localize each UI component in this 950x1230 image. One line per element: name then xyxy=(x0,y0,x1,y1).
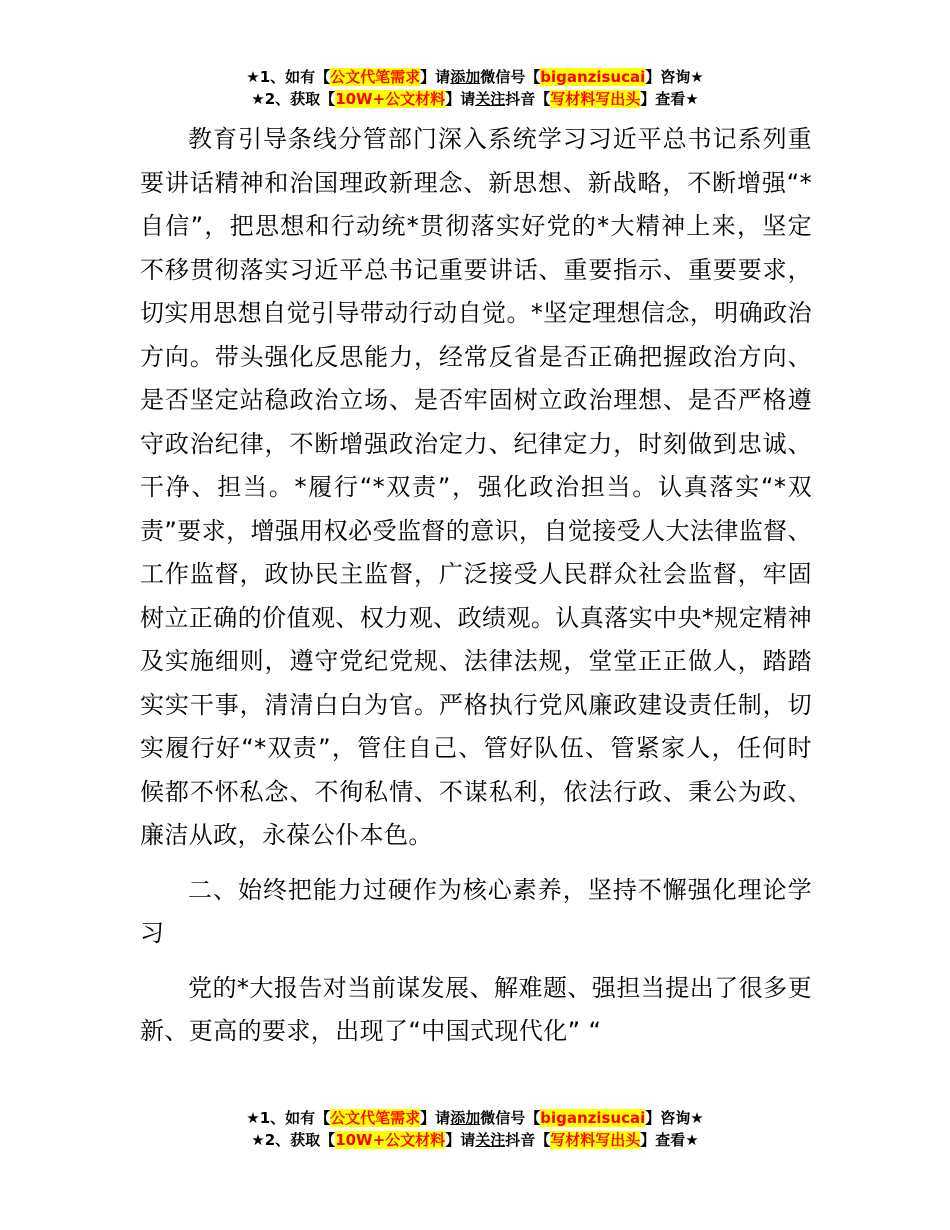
banner-highlight: 10W+公文材料 xyxy=(335,90,446,108)
banner-underlined-text: 添加 xyxy=(450,68,481,86)
banner-highlight: biganzisucai xyxy=(540,1109,646,1127)
footer-banner xyxy=(0,1107,950,1151)
body-paragraph: 教育引导条线分管部门深入系统学习习近平总书记系列重要讲话精神和治国理政新理念、新思想、新战略，不断增强“*自信”，把思想和行动统*贯彻落实好党的*大精神上来，坚定不移贯彻落实习近平总书记重要讲话、重要指示、重要要求，切实用思想自觉引导带动行动自觉。*坚定理想信念，明确政治方向。带头强化反思能力，经常反省是否正确把握政治方向、是否坚定站稳政治立场、是否牢固树立政治理想、是否严格遵守政治纪律，不断增强政治定力、纪律定力，时刻做到忠诚、干净、担当。*履行“*双责”，强化政治担当。认真落实“*双责”要求，增强用权必受监督的意识，自觉接受人大法律监督、工作监督，政协民主监督，广泛接受人民群众社会监督，牢固树立正确的价值观、权力观、政绩观。认真落实中央*规定精神及实施细则，遵守党纪党规、法律法规，堂堂正正做人，踏踏实实干事，清清白白为官。严格执行党风廉政建设责任制，切实履行好“*双责”，管住自己、管好队伍、管紧家人，任何时候都不怀私念、不徇私情、不谋私利，依法行政、秉公为政、廉洁从政，永葆公仆本色。 xyxy=(140,125,812,849)
document-body xyxy=(140,118,812,1054)
banner-underlined-text: 添加 xyxy=(450,1109,481,1127)
banner-text: ★2、获取【 xyxy=(251,90,336,108)
banner-highlight: 10W+公文材料 xyxy=(335,1131,446,1149)
banner-text: ★1、如有【 xyxy=(246,68,331,86)
banner-text: 微信号【 xyxy=(480,1109,541,1127)
banner-text: ★2、获取【 xyxy=(251,1131,336,1149)
banner-text: 】请 xyxy=(420,1109,451,1127)
banner-text: 】咨询★ xyxy=(645,1109,704,1127)
header-banner xyxy=(0,66,950,110)
banner-highlight: 写材料写出头 xyxy=(550,90,641,108)
banner-underlined-text: 关注 xyxy=(475,1131,506,1149)
banner-line-2 xyxy=(0,88,950,110)
banner-text: 】请 xyxy=(445,1131,476,1149)
body-paragraph: 党的*大报告对当前谋发展、解难题、强担当提出了很多更新、更高的要求，出现了“中国式现代化” “ xyxy=(140,973,812,1045)
banner-highlight: 公文代笔需求 xyxy=(330,68,421,86)
banner-text: 】查看★ xyxy=(640,90,699,108)
banner-text: ★1、如有【 xyxy=(246,1109,331,1127)
banner-text: 】请 xyxy=(420,68,451,86)
banner-text: 】查看★ xyxy=(640,1131,699,1149)
section-heading: 二、始终把能力过硬作为核心素养，坚持不懈强化理论学习 xyxy=(140,875,812,947)
banner-line-2 xyxy=(0,1129,950,1151)
banner-text: 微信号【 xyxy=(480,68,541,86)
banner-highlight: biganzisucai xyxy=(540,68,646,86)
banner-line-1 xyxy=(0,1107,950,1129)
banner-highlight: 公文代笔需求 xyxy=(330,1109,421,1127)
banner-text: 抖音【 xyxy=(505,90,551,108)
banner-text: 】咨询★ xyxy=(645,68,704,86)
banner-line-1 xyxy=(0,66,950,88)
banner-highlight: 写材料写出头 xyxy=(550,1131,641,1149)
banner-text: 】请 xyxy=(445,90,476,108)
banner-underlined-text: 关注 xyxy=(475,90,506,108)
banner-text: 抖音【 xyxy=(505,1131,551,1149)
